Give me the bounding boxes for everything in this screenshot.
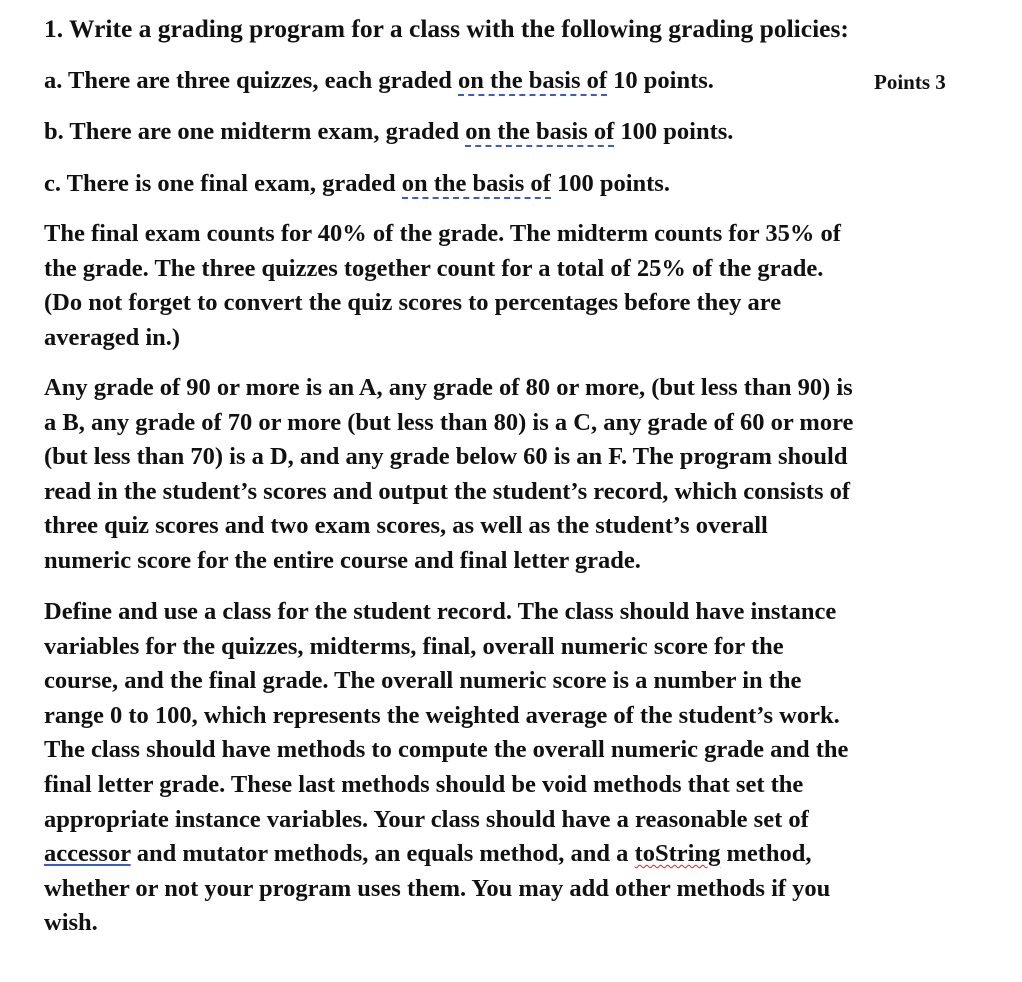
weights-paragraph (44, 217, 984, 355)
paragraph-line: (but less than 70) is a D, and any grade below 60 is an F. The program should (44, 443, 848, 471)
policy-item-text: 100 points. (614, 118, 734, 145)
paragraph-line: The final exam counts for 40% of the grade. The midterm counts for 35% of (44, 220, 841, 247)
paragraph-text: and mutator methods, an equals method, and a (130, 840, 635, 868)
paragraph-line: (Do not forget to convert the quiz scores to percentages before they are (44, 289, 782, 317)
spelling-underline-tostring[interactable]: toString (634, 840, 721, 868)
grammar-suggestion-underline[interactable]: on the basis of (465, 118, 615, 145)
paragraph-line: whether or not your program uses them. You may add other methods if you (44, 874, 831, 902)
paragraph-line: variables for the quizzes, midterms, final, overall numeric score for the (44, 632, 784, 660)
policy-item-text: a. There are three quizzes, each graded (44, 67, 458, 94)
policy-item-text: 100 points. (550, 170, 670, 197)
paragraph-line: course, and the final grade. The overall numeric score is a number in the (44, 667, 802, 695)
points-label: Points 3 (874, 70, 946, 94)
paragraph-line (44, 837, 984, 872)
paragraph-line: Define and use a class for the student record. The class should have instance (44, 598, 837, 625)
paragraph-text: method, (720, 840, 812, 868)
paragraph-line: a B, any grade of 70 or more (but less than 80) is a C, any grade of 60 or more (44, 408, 854, 436)
grammar-suggestion-underline[interactable]: on the basis of (401, 170, 551, 197)
policy-item-final (44, 169, 670, 199)
paragraph-line: wish. (44, 909, 98, 937)
question-title: 1. Write a grading program for a class with the following grading policies: (44, 14, 849, 43)
paragraph-line: appropriate instance variables. Your class should have a reasonable set of (44, 805, 809, 833)
policy-item-text: c. There is one final exam, graded (44, 170, 402, 197)
paragraph-line: The class should have methods to compute the overall numeric grade and the (44, 736, 849, 764)
paragraph-line: numeric score for the entire course and final letter grade. (44, 546, 641, 574)
spelling-underline-accessor[interactable]: accessor (44, 840, 131, 868)
grading-scale-paragraph (44, 371, 984, 579)
policy-item-text: 10 points. (607, 67, 714, 94)
paragraph-line: Any grade of 90 or more is an A, any grade of 80 or more, (but less than 90) is (44, 374, 853, 401)
grammar-suggestion-underline[interactable]: on the basis of (457, 67, 608, 94)
paragraph-line: three quiz scores and two exam scores, as well as the student’s overall (44, 512, 768, 540)
policy-item-midterm (44, 117, 733, 147)
paragraph-line: range 0 to 100, which represents the weighted average of the student’s work. (44, 701, 840, 729)
policy-item-quizzes (44, 66, 714, 96)
policy-item-text: b. There are one midterm exam, graded (44, 118, 466, 145)
paragraph-line: averaged in.) (44, 323, 181, 351)
paragraph-line: final letter grade. These last methods should be void methods that set the (44, 770, 804, 798)
paragraph-line: the grade. The three quizzes together count for a total of 25% of the grade. (44, 254, 824, 282)
class-definition-paragraph (44, 595, 984, 941)
paragraph-line: read in the student’s scores and output the student’s record, which consists of (44, 477, 851, 505)
